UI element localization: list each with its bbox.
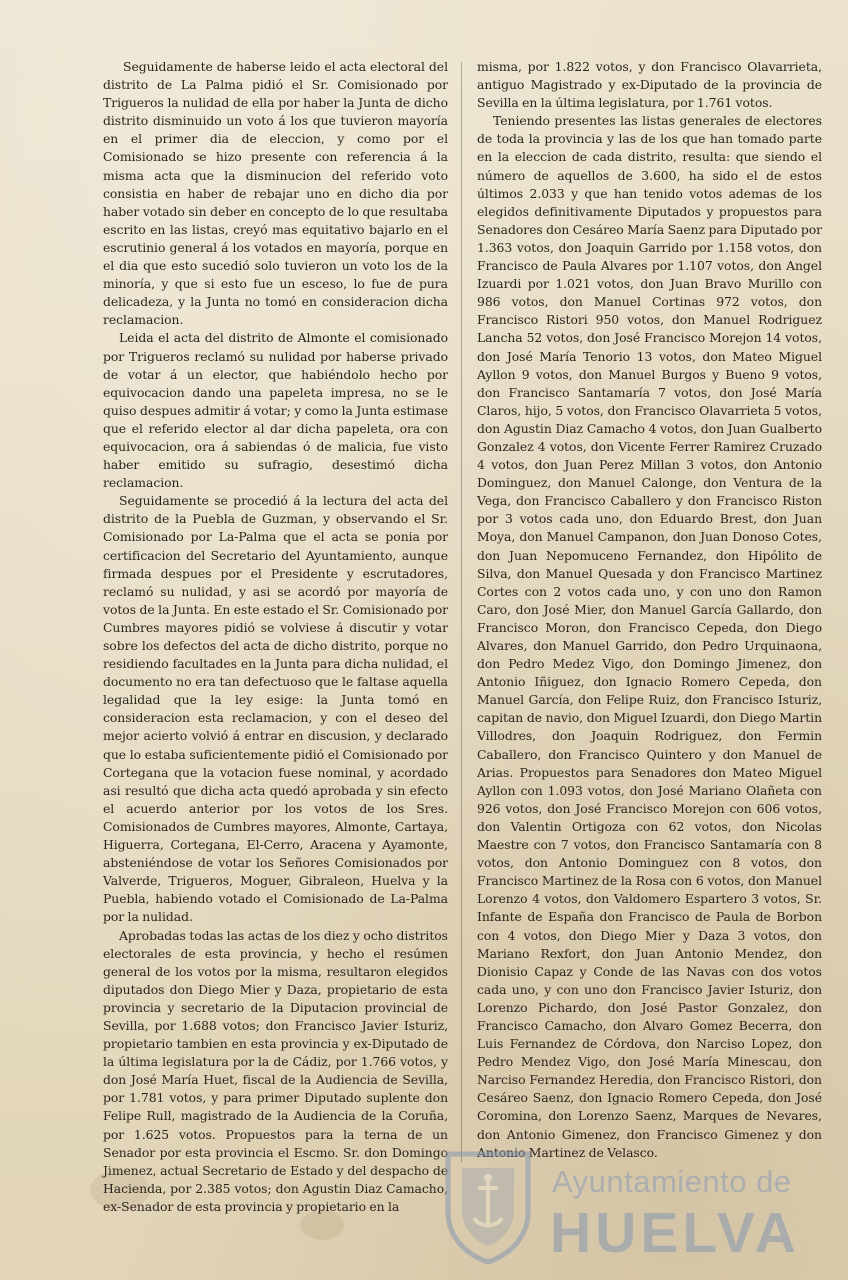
right-text-column: [477, 58, 822, 1162]
watermark-line-1: Ayuntamiento de: [552, 1164, 792, 1199]
paragraph: Aprobadas todas las actas de los diez y ocho distritos electorales de esta provincia, y hecho el resúmen general de los votos por la misma, resultaron elegidos diputados don Diego Mier y Daza, propietario de esta provincia y secretario de la Diputacion provincial de Sevilla, por 1.688 votos; don Francisco Javier Isturiz, propietario tambien en esta provincia y ex-Diputado de la última legislatura por la de Cádiz, por 1.766 votos, y don José María Huet, fiscal de la Audiencia de Sevilla, por 1.781 votos, y para primer Diputado suplente don Felipe Rull, magistrado de la Audiencia de la Coruña, por 1.625 votos. Propuestos para la terna de un Senador por esta provincia el Escmo. Sr. don Domingo Jimenez, actual Secretario de Estado y del despacho de Hacienda, por 2.385 votos; don Agustin Diaz Camacho, ex-Senador de esta provincia y propietario en la: [103, 927, 448, 1214]
paragraph: misma, por 1.822 votos, y don Francisco Olavarrieta, antiguo Magistrado y ex-Diputado de la provincia de Sevilla en la última legislatura, por 1.761 votos.: [477, 59, 822, 111]
city-seal-icon: [440, 1148, 536, 1266]
left-text-column: [103, 58, 448, 1216]
column-divider: [461, 62, 462, 1162]
watermark-line-2: HUELVA: [550, 1201, 800, 1265]
paragraph: Leida el acta del distrito de Almonte el comisionado por Trigueros reclamó su nulidad por haberse privado de votar á un elector, que habiéndolo hecho por equivocacion dando una papeleta impresa, no se le quiso despues admitir á votar; y como la Junta estimase que el referido elector al dar dicha papeleta, ora con equivocacion, ora á sabiendas ó de malicia, fue visto haber emitido su sufragio, desestimó dicha reclamacion.: [103, 330, 448, 491]
paragraph: Seguidamente de haberse leido el acta electoral del distrito de La Palma pidió el Sr. Comisionado por Trigueros la nulidad de ella por haber la Junta de dicho distrito disminuido un voto á los que tuvieron mayoría en el primer dia de eleccion, y como por el Comisionado se hizo presente con referencia á la misma acta que la disminucion del referido voto consistia en haber de rebajar uno en dicho dia por haber votado sin deber en concepto de lo que resultaba escrito en las listas, creyó mas equitativo bajarlo en el escrutinio general á los votados en mayoría, porque en el dia que esto sucedió solo tuvieron un voto los de la minoría, y que si esto fue un esceso, lo fue de pura delicadeza, y la Junta no tomó en consideracion dicha reclamacion.: [103, 59, 448, 328]
ayuntamiento-watermark: [440, 1148, 820, 1268]
paragraph: Seguidamente se procedió á la lectura del acta del distrito de la Puebla de Guzman, y observando el Sr. Comisionado por La-Palma que el acta se ponia por certificacion del Secretario del Ayuntamiento, aunque firmada despues por el Presidente y escrutadores, reclamó su nulidad, y asi se acordó por mayoría de votos de la Junta. En este estado el Sr. Comisionado por Cumbres mayores pidió se volviese á discutir y votar sobre los defectos del acta de dicho distrito, porque no residiendo facultades en la Junta para dicha nulidad, el documento no era tan defectuoso que le faltase aquella legalidad que la ley esige: la Junta tomó en consideracion esta reclamacion, y con el deseo del mejor acierto volvió á entrar en discusion, y declarado que lo estaba suficientemente pidió el Comisionado por Cortegana que la votacion fuese nominal, y acordado asi resultó que dicha acta quedó aprobada y sin efecto el acuerdo anterior por los votos de los Sres. Comisionados de Cumbres mayores, Almonte, Cartaya, Higuerra, Cortegana, El-Cerro, Aracena y Ayamonte, absteniéndose de votar los Señores Comisionados por Valverde, Trigueros, Moguer, Gibraleon, Huelva y la Puebla, habiendo votado el Comisionado de La-Palma por la nulidad.: [103, 493, 448, 925]
paragraph: Teniendo presentes las listas generales de electores de toda la provincia y las de los que han tomado parte en la eleccion de cada distrito, resulta: que siendo el número de aquellos de 3.600, ha sido el de estos últimos 2.033 y que han tenido votos ademas de los elegidos definitivamente Diputados y propuestos para Senadores don Cesáreo María Saenz para Diputado por 1.363 votos, don Joaquin Garrido por 1.158 votos, don Francisco de Paula Alvares por 1.107 votos, don Angel Izuardi por 1.021 votos, don Juan Bravo Murillo con 986 votos, don Manuel Cortinas 972 votos, don Francisco Ristori 950 votos, don Manuel Rodriguez Lancha 52 votos, don José Francisco Morejon 14 votos, don José María Tenorio 13 votos, don Mateo Miguel Ayllon 9 votos, don Manuel Burgos y Bueno 9 votos, don Francisco Santamaría 7 votos, don José María Claros, hijo, 5 votos, don Francisco Olavarrieta 5 votos, don Agustin Diaz Camacho 4 votos, don Juan Gualberto Gonzalez 4 votos, don Vicente Ferrer Ramirez Cruzado 4 votos, don Juan Perez Millan 3 votos, don Antonio Dominguez, don Manuel Calonge, don Ventura de la Vega, don Francisco Caballero y don Francisco Riston por 3 votos cada uno, don Eduardo Brest, don Juan Moya, don Manuel Campanon, don Juan Donoso Cotes, don Juan Nepomuceno Fernandez, don Hipólito de Silva, don Manuel Quesada y don Francisco Martinez Cortes con 2 votos cada uno, y con uno don Ramon Caro, don José Mier, don Manuel García Gallardo, don Francisco Moron, don Francisco Cepeda, don Diego Alvares, don Manuel Garrido, don Pedro Urquinaona, don Pedro Medez Vigo, don Domingo Jimenez, don Antonio Iñiguez, don Ignacio Romero Cepeda, don Manuel García, don Felipe Ruiz, don Francisco Isturiz, capitan de navio, don Miguel Izuardi, don Diego Martin Villodres, don Joaquin Rodriguez, don Fermin Caballero, don Francisco Quintero y don Manuel de Arias. Propuestos para Senadores don Mateo Miguel Ayllon con 1.093 votos, don José Mariano Olañeta con 926 votos, don José Francisco Morejon con 606 votos, don Valentin Ortigoza con 62 votos, don Nicolas Maestre con 7 votos, don Francisco Santamaría con 8 votos, don Antonio Dominguez con 8 votos, don Francisco Martinez de la Rosa con 6 votos, don Manuel Lorenzo 4 votos, don Valdomero Espartero 3 votos, Sr. Infante de España don Francisco de Paula de Borbon con 4 votos, don Diego Mier y Daza 3 votos, don Mariano Rexfort, don Juan Antonio Mendez, don Dionisio Capaz y Conde de las Navas con dos votos cada uno, y con uno don Francisco Javier Isturiz, don Lorenzo Pichardo, don José Pastor Gonzalez, don Francisco Camacho, don Alvaro Gomez Becerra, don Luis Fernandez de Córdova, don Narciso Lopez, don Pedro Mendez Vigo, don José María Minescau, don Narciso Fernandez Heredia, don Francisco Ristori, don Cesáreo Saenz, don Ignacio Romero Cepeda, don José Coromina, don Lorenzo Saenz, Marques de Nevares, don Antonio Gimenez, don Francisco Gimenez y don Antonio Martinez de Velasco.: [477, 113, 822, 1160]
